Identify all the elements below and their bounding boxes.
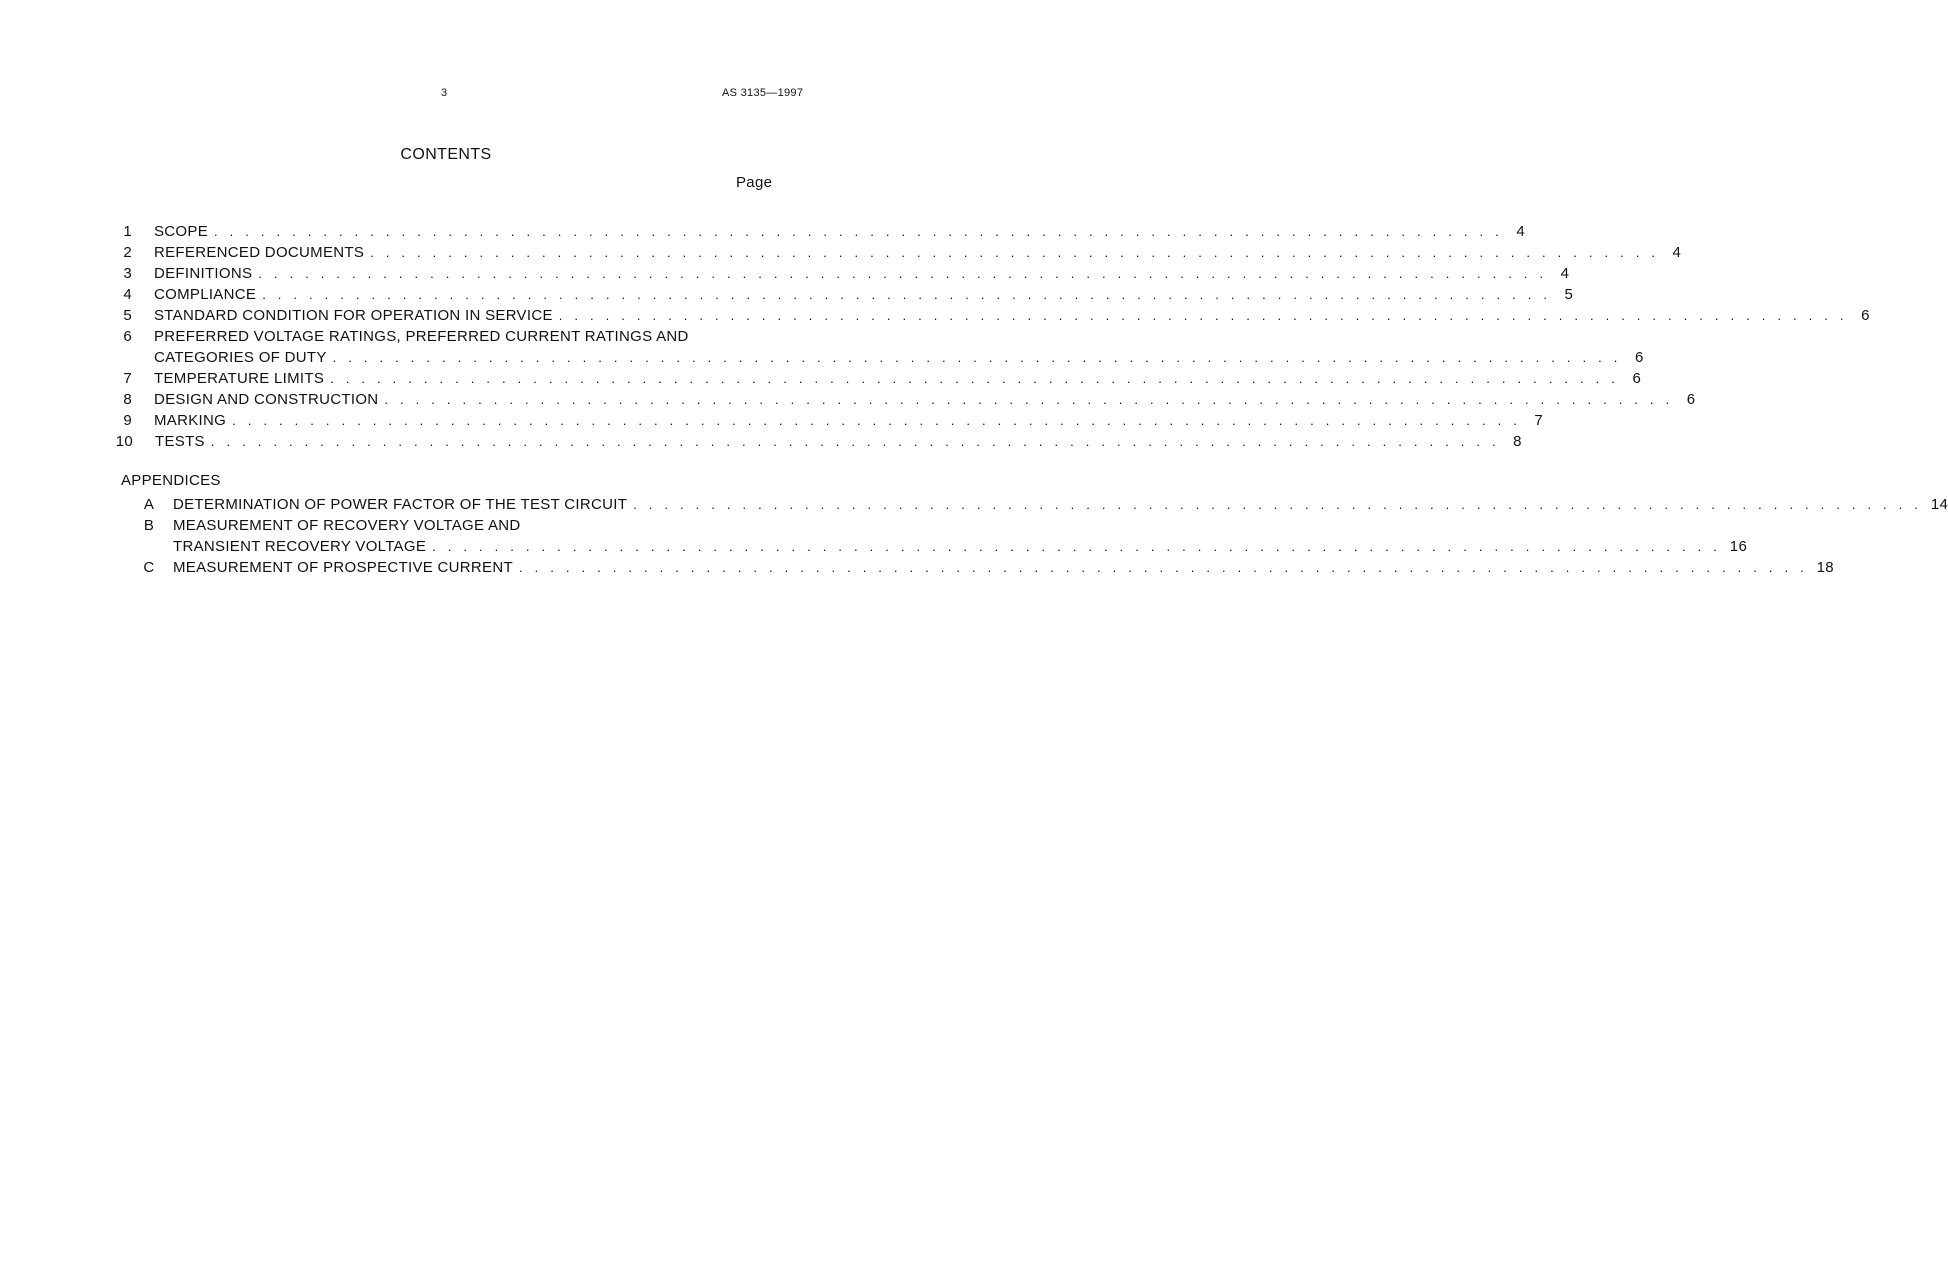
toc-entry-temperature-limits[interactable]	[0, 368, 1642, 389]
dot-leader: . . . . . . . . . . . . . . . . . . . . . . . . . . . . . . . . . . . . . . . . . . . . . . . . . . . . . . . . . . . . . . . . . . . . . . . . . . . . . . . . . . .	[518, 560, 1808, 575]
toc-entry-compliance[interactable]	[0, 284, 1574, 305]
toc-entry-number: 7	[123, 370, 132, 387]
toc-entry-number: 3	[123, 265, 132, 282]
toc-entry-page: 4	[1516, 223, 1525, 240]
toc-appendix-c[interactable]	[0, 557, 1834, 578]
toc-entry-page: 6	[1634, 349, 1644, 366]
appendix-letter: A	[143, 496, 155, 513]
toc-entry-number: 10	[115, 433, 133, 450]
toc-entry-title: TESTS	[155, 433, 205, 450]
toc-entry-page: 6	[1686, 391, 1696, 408]
toc-entry-page: 4	[1560, 265, 1570, 282]
dot-leader: . . . . . . . . . . . . . . . . . . . . . . . . . . . . . . . . . . . . . . . . . . . . . . . . . . . . . . . . . . . . . . . . . . . . . . . . . . . . . . . . . . .	[258, 266, 1548, 281]
toc-entry-page: 7	[1534, 412, 1544, 429]
appendix-title: MEASUREMENT OF RECOVERY VOLTAGE AND	[173, 517, 521, 534]
toc-entry-title-continued: CATEGORIES OF DUTY	[154, 349, 327, 366]
appendix-title: DETERMINATION OF POWER FACTOR OF THE TEST CIRCUIT	[173, 496, 628, 513]
toc-entry-referenced-documents[interactable]	[0, 242, 1682, 263]
dot-leader: . . . . . . . . . . . . . . . . . . . . . . . . . . . . . . . . . . . . . . . . . . . . . . . . . . . . . . . . . . . . . . . . . . . . . . . . . . . . . . . . . . .	[262, 287, 1552, 302]
appendix-page: 16	[1729, 538, 1748, 555]
toc-entry-tests[interactable]	[0, 431, 1522, 452]
toc-entry-title: PREFERRED VOLTAGE RATINGS, PREFERRED CURRENT RATINGS AND	[154, 328, 689, 345]
dot-leader: . . . . . . . . . . . . . . . . . . . . . . . . . . . . . . . . . . . . . . . . . . . . . . . . . . . . . . . . . . . . . . . . . . . . . . . . . . . . . . . . . . .	[633, 497, 1923, 512]
toc-entry-number: 5	[123, 307, 132, 324]
appendix-page: 18	[1816, 559, 1834, 576]
page-number: 3	[441, 87, 448, 99]
toc-entry-number: 9	[123, 412, 132, 429]
standard-designation: AS 3135—1997	[722, 87, 804, 99]
toc-entry-standard-condition[interactable]	[0, 305, 1870, 326]
toc-entry-number: 8	[123, 391, 132, 408]
dot-leader: . . . . . . . . . . . . . . . . . . . . . . . . . . . . . . . . . . . . . . . . . . . . . . . . . . . . . . . . . . . . . . . . . . . . . . . . . . . . . . . . . . .	[232, 413, 1522, 428]
toc-entry-page: 6	[1632, 370, 1642, 387]
appendix-page: 14	[1930, 496, 1948, 513]
dot-leader: . . . . . . . . . . . . . . . . . . . . . . . . . . . . . . . . . . . . . . . . . . . . . . . . . . . . . . . . . . . . . . . . . . . . . . . . . . . . . . . . . . .	[330, 371, 1620, 386]
toc-appendix-a[interactable]	[0, 494, 1948, 515]
toc-entry-page: 8	[1513, 433, 1522, 450]
toc-entry-title: DEFINITIONS	[154, 265, 253, 282]
toc-entry-number: 4	[123, 286, 132, 303]
toc-appendix-b[interactable]	[0, 515, 892, 536]
dot-leader: . . . . . . . . . . . . . . . . . . . . . . . . . . . . . . . . . . . . . . . . . . . . . . . . . . . . . . . . . . . . . . . . . . . . . . . . . . . . . . . . . . .	[370, 245, 1660, 260]
toc-entry-title: DESIGN AND CONSTRUCTION	[154, 391, 379, 408]
toc-entry-number: 2	[123, 244, 132, 261]
toc-entry-title: COMPLIANCE	[154, 286, 257, 303]
toc-entry-title: REFERENCED DOCUMENTS	[154, 244, 365, 261]
toc-entry-number: 1	[123, 223, 132, 240]
appendix-title-continued: TRANSIENT RECOVERY VOLTAGE	[173, 538, 427, 555]
toc-entry-number: 6	[123, 328, 132, 345]
dot-leader: . . . . . . . . . . . . . . . . . . . . . . . . . . . . . . . . . . . . . . . . . . . . . . . . . . . . . . . . . . . . . . . . . . . . . . . . . . . . . . . . . . .	[210, 434, 1500, 449]
dot-leader: . . . . . . . . . . . . . . . . . . . . . . . . . . . . . . . . . . . . . . . . . . . . . . . . . . . . . . . . . . . . . . . . . . . . . . . . . . . . . . . . . . .	[432, 539, 1722, 554]
toc-entry-marking[interactable]	[0, 410, 1544, 431]
toc-entry-title: MARKING	[154, 412, 227, 429]
toc-appendix-b-continued[interactable]	[0, 536, 1748, 557]
appendices-heading: APPENDICES	[121, 472, 221, 489]
appendix-letter: C	[143, 559, 155, 576]
toc-entry-title: TEMPERATURE LIMITS	[154, 370, 325, 387]
toc-entry-scope[interactable]	[0, 221, 1525, 242]
toc-entry-page: 5	[1564, 286, 1574, 303]
appendix-title: MEASUREMENT OF PROSPECTIVE CURRENT	[173, 559, 513, 576]
dot-leader: . . . . . . . . . . . . . . . . . . . . . . . . . . . . . . . . . . . . . . . . . . . . . . . . . . . . . . . . . . . . . . . . . . . . . . . . . . . . . . . . . . .	[558, 308, 1848, 323]
toc-entry-design-construction[interactable]	[0, 389, 1696, 410]
contents-title: CONTENTS	[400, 146, 492, 163]
appendix-letter: B	[143, 517, 155, 534]
toc-entry-page: 4	[1672, 244, 1682, 261]
toc-entry-definitions[interactable]	[0, 263, 1570, 284]
toc-entry-preferred-ratings[interactable]	[0, 326, 892, 347]
dot-leader: . . . . . . . . . . . . . . . . . . . . . . . . . . . . . . . . . . . . . . . . . . . . . . . . . . . . . . . . . . . . . . . . . . . . . . . . . . . . . . . . . . .	[384, 392, 1674, 407]
toc-entry-title: STANDARD CONDITION FOR OPERATION IN SERVICE	[154, 307, 553, 324]
toc-entry-preferred-ratings-continued[interactable]	[0, 347, 1644, 368]
toc-entry-page: 6	[1861, 307, 1870, 324]
dot-leader: . . . . . . . . . . . . . . . . . . . . . . . . . . . . . . . . . . . . . . . . . . . . . . . . . . . . . . . . . . . . . . . . . . . . . . . . . . . . . . . . . . .	[332, 350, 1622, 365]
toc-entry-title: SCOPE	[154, 223, 209, 240]
dot-leader: . . . . . . . . . . . . . . . . . . . . . . . . . . . . . . . . . . . . . . . . . . . . . . . . . . . . . . . . . . . . . . . . . . . . . . . . . . . . . . . . . . .	[214, 224, 1503, 239]
page-column-label: Page	[736, 174, 773, 191]
